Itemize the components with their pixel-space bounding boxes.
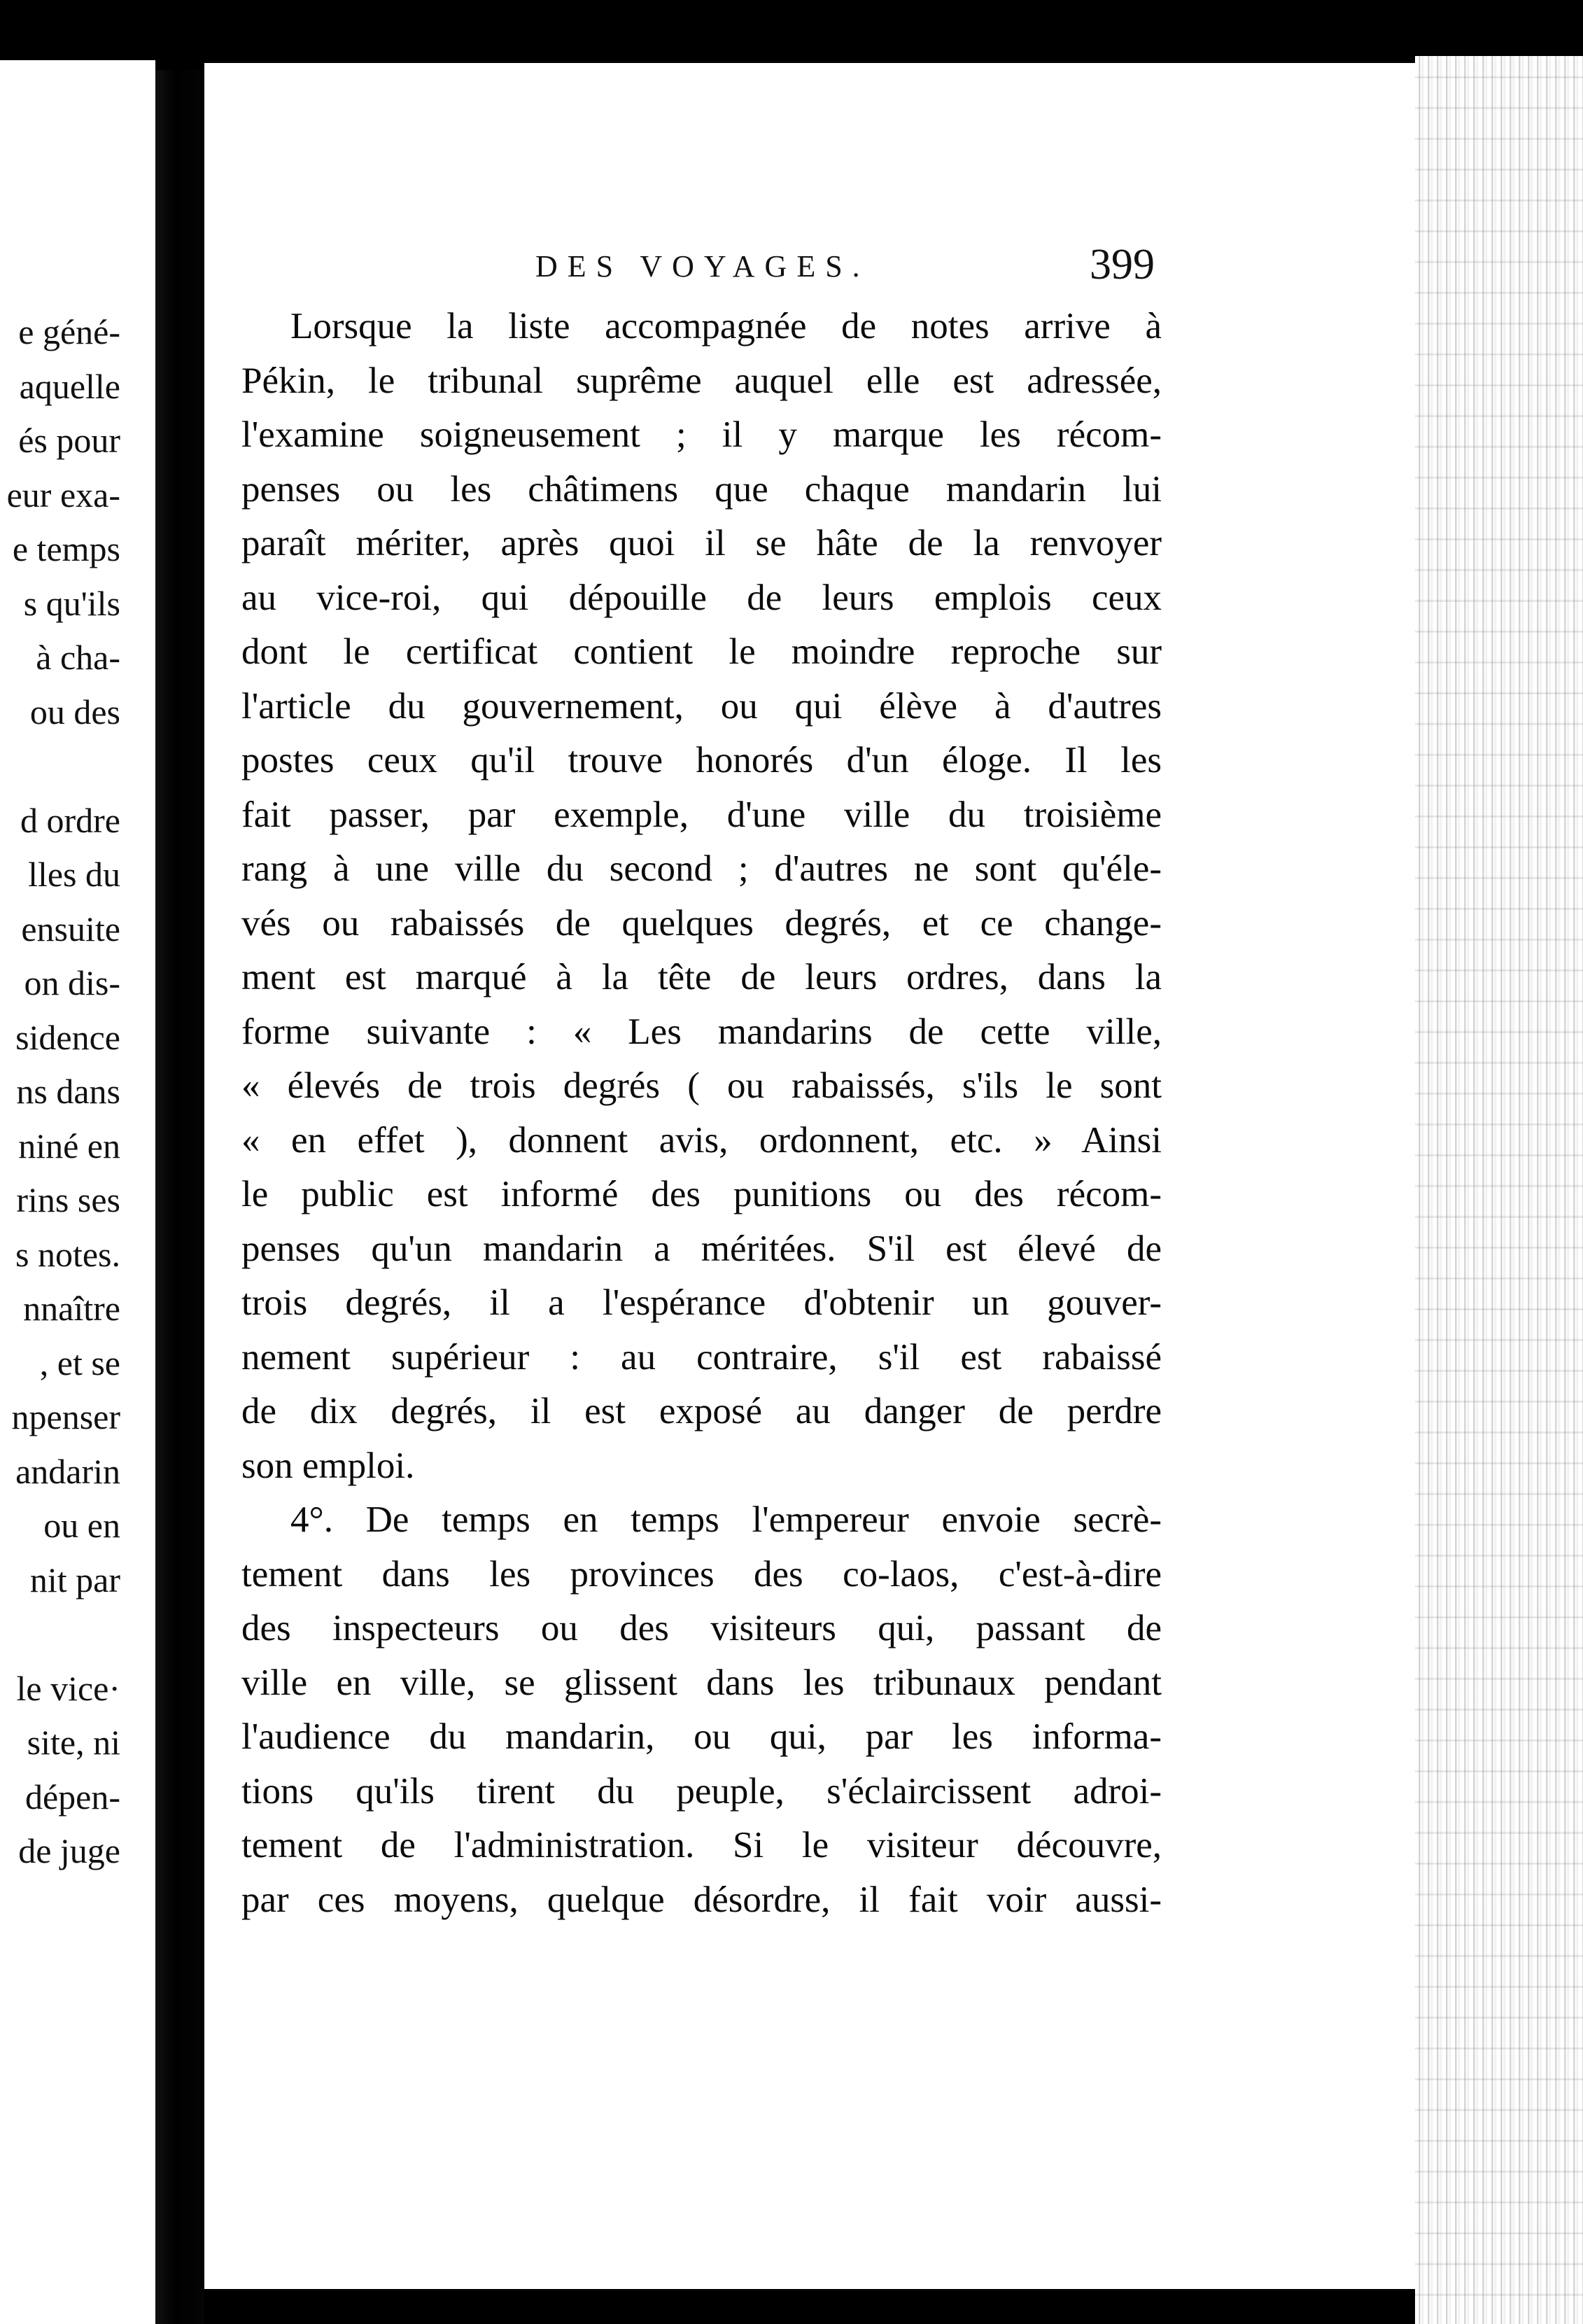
text-line: postes ceux qu'il trouve honorés d'un éloge. Il les bbox=[241, 740, 1162, 780]
text-line: au vice-roi, qui dépouille de leurs emplois ceux bbox=[241, 577, 1162, 618]
left-page-line: eur exa- bbox=[6, 475, 120, 514]
left-page-line bbox=[7, 739, 120, 794]
page-number: 399 bbox=[1090, 241, 1155, 288]
left-page-line: niné en bbox=[18, 1126, 120, 1166]
text-line: 4°. De temps en temps l'empereur envoie secrè- bbox=[290, 1499, 1162, 1540]
text-line: de dix degrés, il est exposé au danger de perdre bbox=[241, 1391, 1162, 1432]
left-page-line: dépen- bbox=[24, 1777, 120, 1816]
text-line: paraît mériter, après quoi il se hâte de la renvoyer bbox=[241, 523, 1162, 564]
left-page-line: , et se bbox=[39, 1343, 120, 1382]
text-line: vés ou rabaissés de quelques degrés, et ce change- bbox=[241, 902, 1162, 944]
left-page-line: nit par bbox=[29, 1560, 120, 1600]
text-line: l'audience du mandarin, ou qui, par les informa- bbox=[241, 1716, 1162, 1757]
left-page-line: le vice· bbox=[16, 1668, 120, 1708]
left-page-line: on dis- bbox=[24, 963, 120, 1002]
left-facing-page bbox=[0, 60, 155, 2324]
left-page-text bbox=[7, 305, 120, 1879]
text-line: des inspecteurs ou des visiteurs qui, passant de bbox=[241, 1608, 1162, 1648]
text-line: tement de l'administration. Si le visiteur découvre, bbox=[241, 1825, 1162, 1865]
text-line: par ces moyens, quelque désordre, il fait voir aussi- bbox=[241, 1879, 1162, 1920]
left-page-line: à cha- bbox=[36, 638, 120, 677]
text-line: fait passer, par exemple, d'une ville du troisième bbox=[241, 794, 1162, 835]
left-page-line: e temps bbox=[12, 529, 120, 568]
left-page-line: rins ses bbox=[16, 1180, 120, 1219]
left-page-line: s qu'ils bbox=[23, 583, 120, 623]
left-page-line: ensuite bbox=[21, 909, 120, 948]
text-line: nement supérieur : au contraire, s'il est rabaissé bbox=[241, 1336, 1162, 1378]
page-edges bbox=[1415, 56, 1583, 2324]
text-line: tions qu'ils tirent du peuple, s'éclaircissent adroi- bbox=[241, 1770, 1162, 1812]
running-head bbox=[329, 241, 1169, 304]
text-line: son emploi. bbox=[241, 1445, 415, 1486]
text-line: l'article du gouvernement, ou qui élève à d'autres bbox=[241, 685, 1162, 727]
left-page-line: nnaître bbox=[23, 1289, 120, 1328]
text-line: ville en ville, se glissent dans les tribunaux pendant bbox=[241, 1662, 1162, 1703]
text-line: l'examine soigneusement ; il y marque les récom- bbox=[241, 414, 1162, 455]
left-page-line: e géné- bbox=[18, 312, 120, 351]
left-page-line: de juge bbox=[18, 1831, 120, 1870]
text-line: rang à une ville du second ; d'autres ne sont qu'éle- bbox=[241, 848, 1162, 889]
left-page-line: ou des bbox=[29, 692, 120, 732]
left-page-line: lles du bbox=[28, 855, 120, 894]
text-line: « en effet ), donnent avis, ordonnent, etc. » Ainsi bbox=[241, 1119, 1162, 1161]
left-page-line: sidence bbox=[15, 1017, 120, 1057]
text-line: Pékin, le tribunal suprême auquel elle est adressée, bbox=[241, 360, 1162, 401]
left-page-line: npenser bbox=[11, 1397, 120, 1436]
text-line: trois degrés, il a l'espérance d'obtenir un gouver- bbox=[241, 1282, 1162, 1323]
running-title: DES VOYAGES. bbox=[535, 249, 870, 284]
text-line: penses ou les châtimens que chaque mandarin lui bbox=[241, 468, 1162, 510]
text-line: le public est informé des punitions ou des récom- bbox=[241, 1174, 1162, 1214]
text-line: dont le certificat contient le moindre reproche sur bbox=[241, 631, 1162, 672]
text-line: ment est marqué à la tête de leurs ordres, dans la bbox=[241, 957, 1162, 997]
left-page-line: site, ni bbox=[27, 1723, 120, 1762]
left-page-line: és pour bbox=[18, 421, 120, 460]
left-page-line: s notes. bbox=[15, 1234, 120, 1274]
left-page-line: ou en bbox=[43, 1506, 120, 1545]
left-page-line: andarin bbox=[15, 1451, 120, 1491]
book-gutter bbox=[155, 70, 204, 2324]
left-page-line: aquelle bbox=[19, 366, 120, 406]
text-line: « élevés de trois degrés ( ou rabaissés, s'ils le sont bbox=[241, 1065, 1162, 1106]
text-line: tement dans les provinces des co-laos, c'est-à-dire bbox=[241, 1553, 1162, 1595]
left-page-line bbox=[7, 1607, 120, 1662]
text-line: Lorsque la liste accompagnée de notes arrive à bbox=[290, 306, 1162, 346]
text-line: penses qu'un mandarin a méritées. S'il est élevé de bbox=[241, 1228, 1162, 1269]
body-text bbox=[241, 300, 1162, 1927]
text-line: forme suivante : « Les mandarins de cette ville, bbox=[241, 1011, 1162, 1052]
left-page-line: d ordre bbox=[20, 800, 120, 840]
left-page-line: ns dans bbox=[16, 1072, 120, 1111]
